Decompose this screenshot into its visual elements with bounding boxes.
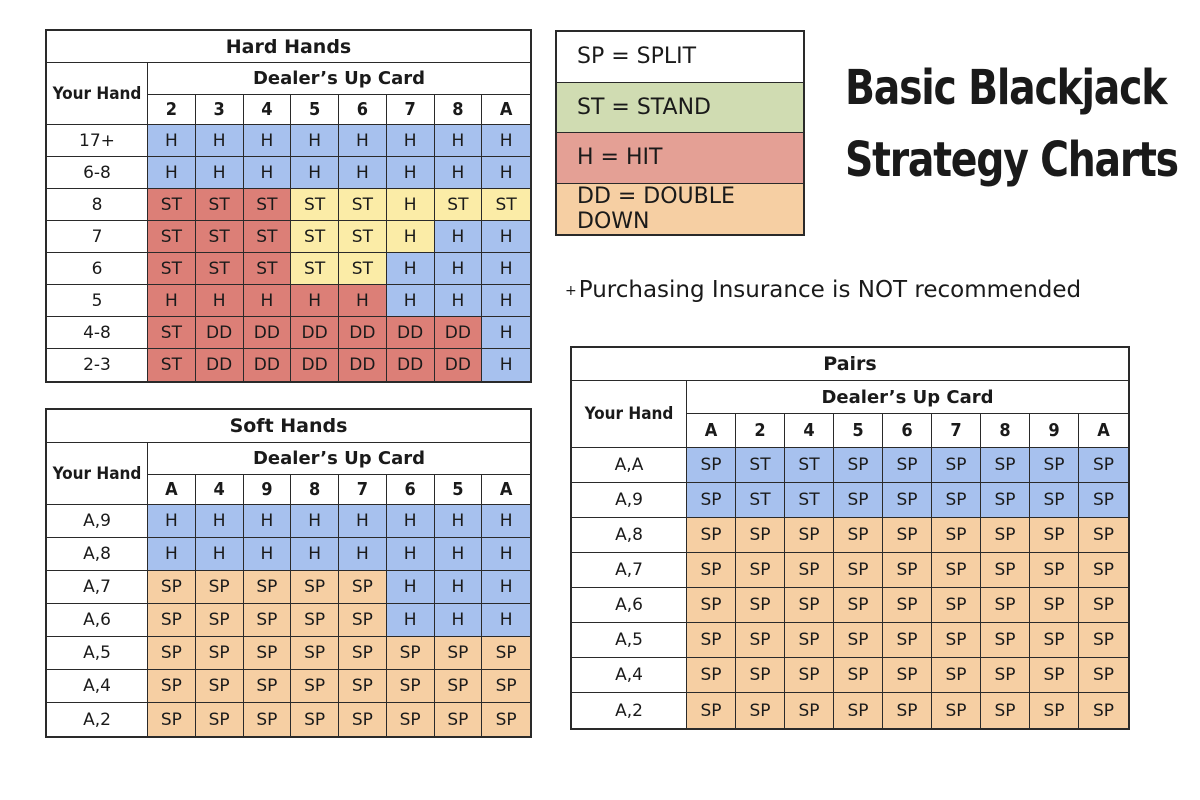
pairs-cell: SP	[687, 693, 736, 728]
soft-hands-cell: SP	[148, 637, 196, 670]
hard-hands-cell: ST	[148, 317, 196, 349]
hard-hands-cell: H	[196, 157, 244, 189]
hard-hands-cell: H	[148, 157, 196, 189]
note-symbol: +	[565, 282, 577, 299]
hard-hands-cell: H	[196, 125, 244, 157]
hard-hands-cell: H	[482, 157, 530, 189]
hard-hands-cell: ST	[291, 189, 339, 221]
soft-hands-row	[47, 538, 530, 571]
hard-hands-row-label: 5	[47, 285, 148, 317]
pairs-cell: SP	[1030, 693, 1079, 728]
soft-hands-cell: H	[148, 538, 196, 571]
pairs-cell: ST	[736, 448, 785, 483]
pairs-cell: SP	[932, 658, 981, 693]
pairs-cell: SP	[932, 518, 981, 553]
hard-hands-cell: H	[482, 253, 530, 285]
pairs-cell: SP	[1030, 518, 1079, 553]
soft-hands-row-label: A,8	[47, 538, 148, 571]
hard-hands-cell: ST	[339, 221, 387, 253]
legend-stand: ST = STAND	[557, 83, 803, 134]
hard-hands-table	[45, 29, 532, 383]
pairs-col-header: 9	[1030, 414, 1079, 448]
soft-hands-cell: H	[196, 538, 244, 571]
soft-hands-cell: SP	[339, 637, 387, 670]
pairs-cell: SP	[981, 658, 1030, 693]
pairs-row-header: Your Hand	[572, 381, 687, 448]
soft-hands-row	[47, 604, 530, 637]
pairs-row	[572, 623, 1128, 658]
soft-hands-cell: SP	[387, 703, 435, 736]
pairs-cell: SP	[883, 448, 932, 483]
pairs-col-header: 8	[981, 414, 1030, 448]
hard-hands-title: Hard Hands	[47, 31, 530, 63]
hard-hands-cell: H	[291, 125, 339, 157]
hard-hands-row	[47, 285, 530, 317]
hard-hands-col-header: 6	[339, 95, 387, 125]
soft-hands-cell: SP	[387, 637, 435, 670]
pairs-cell: SP	[1030, 658, 1079, 693]
hard-hands-cell: ST	[244, 189, 292, 221]
hard-hands-cell: ST	[196, 189, 244, 221]
pairs-cell: SP	[785, 658, 834, 693]
hard-hands-cell: H	[291, 285, 339, 317]
soft-hands-cell: H	[291, 505, 339, 538]
hard-hands-row-header: Your Hand	[47, 63, 148, 125]
pairs-cell: SP	[1030, 588, 1079, 623]
hard-hands-col-header: 2	[148, 95, 196, 125]
hard-hands-row	[47, 157, 530, 189]
pairs-cell: SP	[1079, 448, 1128, 483]
hard-hands-cell: DD	[339, 317, 387, 349]
pairs-table	[570, 346, 1130, 730]
soft-hands-table	[45, 408, 532, 738]
hard-hands-col-header: 5	[291, 95, 339, 125]
soft-hands-cell: SP	[244, 703, 292, 736]
soft-hands-cell: SP	[244, 571, 292, 604]
pairs-cell: SP	[981, 448, 1030, 483]
pairs-cell: SP	[785, 693, 834, 728]
soft-hands-cell: SP	[244, 604, 292, 637]
pairs-cell: SP	[687, 448, 736, 483]
hard-hands-col-header: 4	[244, 95, 292, 125]
soft-hands-row	[47, 703, 530, 736]
hard-hands-cell: H	[435, 157, 483, 189]
pairs-cell: SP	[834, 448, 883, 483]
soft-hands-cell: SP	[291, 670, 339, 703]
soft-hands-row-label: A,5	[47, 637, 148, 670]
pairs-row-label: A,7	[572, 553, 687, 588]
pairs-cell: SP	[785, 623, 834, 658]
soft-hands-cell: SP	[196, 637, 244, 670]
hard-hands-cell: H	[482, 125, 530, 157]
soft-hands-row-label: A,2	[47, 703, 148, 736]
legend-split: SP = SPLIT	[557, 32, 803, 83]
hard-hands-cell: H	[148, 125, 196, 157]
soft-hands-col-header: 7	[339, 475, 387, 505]
pairs-row	[572, 658, 1128, 693]
hard-hands-cell: DD	[244, 349, 292, 381]
hard-hands-cell: H	[387, 221, 435, 253]
hard-hands-cell: H	[339, 157, 387, 189]
soft-hands-cell: H	[244, 505, 292, 538]
pairs-col-header: 5	[834, 414, 883, 448]
pairs-cell: SP	[883, 658, 932, 693]
pairs-cell: SP	[1079, 693, 1128, 728]
pairs-col-header: 4	[785, 414, 834, 448]
soft-hands-cell: H	[387, 538, 435, 571]
soft-hands-row-label: A,6	[47, 604, 148, 637]
hard-hands-cell: H	[435, 125, 483, 157]
soft-hands-cell: SP	[339, 703, 387, 736]
pairs-row-label: A,A	[572, 448, 687, 483]
pairs-row-label: A,4	[572, 658, 687, 693]
pairs-cell: SP	[981, 553, 1030, 588]
pairs-cell: SP	[981, 518, 1030, 553]
pairs-cell: SP	[932, 588, 981, 623]
pairs-cell: SP	[736, 623, 785, 658]
pairs-cell: SP	[883, 693, 932, 728]
soft-hands-cell: SP	[482, 670, 530, 703]
pairs-cell: SP	[834, 623, 883, 658]
hard-hands-row-label: 17+	[47, 125, 148, 157]
soft-hands-cell: SP	[291, 604, 339, 637]
soft-hands-cell: H	[387, 604, 435, 637]
hard-hands-row-label: 7	[47, 221, 148, 253]
soft-hands-cell: SP	[339, 604, 387, 637]
pairs-cell: SP	[834, 658, 883, 693]
pairs-cell: SP	[834, 518, 883, 553]
pairs-row-label: A,9	[572, 483, 687, 518]
hard-hands-row-label: 8	[47, 189, 148, 221]
note-text: Purchasing Insurance is NOT recommended	[578, 277, 1082, 303]
hard-hands-col-group-label: Dealer’s Up Card	[148, 63, 530, 95]
hard-hands-col-header: 3	[196, 95, 244, 125]
soft-hands-cell: SP	[435, 637, 483, 670]
soft-hands-cell: H	[435, 538, 483, 571]
legend-double-down: DD = DOUBLE DOWN	[557, 184, 803, 235]
pairs-cell: SP	[1030, 448, 1079, 483]
soft-hands-cell: SP	[148, 604, 196, 637]
soft-hands-cell: H	[435, 505, 483, 538]
hard-hands-cell: DD	[435, 317, 483, 349]
hard-hands-cell: H	[387, 157, 435, 189]
hard-hands-cell: ST	[435, 189, 483, 221]
hard-hands-cell: ST	[291, 253, 339, 285]
soft-hands-row	[47, 571, 530, 604]
pairs-cell: SP	[1030, 553, 1079, 588]
pairs-cell: SP	[883, 623, 932, 658]
hard-hands-cell: ST	[482, 189, 530, 221]
pairs-cell: SP	[1079, 553, 1128, 588]
soft-hands-cell: H	[482, 604, 530, 637]
hard-hands-cell: ST	[148, 253, 196, 285]
pairs-row	[572, 588, 1128, 623]
hard-hands-cell: H	[196, 285, 244, 317]
pairs-cell: SP	[834, 553, 883, 588]
pairs-cell: SP	[1030, 483, 1079, 518]
pairs-cell: SP	[932, 553, 981, 588]
soft-hands-row	[47, 505, 530, 538]
pairs-cell: SP	[1079, 658, 1128, 693]
soft-hands-cell: H	[387, 571, 435, 604]
hard-hands-cell: DD	[387, 349, 435, 381]
soft-hands-row-header: Your Hand	[47, 443, 148, 505]
hard-hands-row	[47, 189, 530, 221]
pairs-cell: SP	[932, 623, 981, 658]
pairs-cell: SP	[932, 693, 981, 728]
soft-hands-row	[47, 670, 530, 703]
hard-hands-cell: DD	[196, 317, 244, 349]
hard-hands-cell: H	[482, 317, 530, 349]
hard-hands-cell: H	[339, 125, 387, 157]
soft-hands-col-header: A	[148, 475, 196, 505]
soft-hands-cell: H	[148, 505, 196, 538]
insurance-note	[565, 277, 1081, 303]
soft-hands-cell: H	[435, 604, 483, 637]
soft-hands-cell: SP	[196, 604, 244, 637]
soft-hands-cell: SP	[196, 703, 244, 736]
soft-hands-row	[47, 637, 530, 670]
pairs-cell: SP	[883, 483, 932, 518]
soft-hands-cell: SP	[148, 703, 196, 736]
hard-hands-row	[47, 253, 530, 285]
pairs-cell: SP	[932, 448, 981, 483]
pairs-cell: SP	[981, 693, 1030, 728]
soft-hands-cell: H	[339, 538, 387, 571]
pairs-cell: SP	[736, 588, 785, 623]
hard-hands-row-label: 6-8	[47, 157, 148, 189]
hard-hands-cell: ST	[339, 253, 387, 285]
soft-hands-cell: SP	[244, 637, 292, 670]
pairs-cell: SP	[834, 588, 883, 623]
hard-hands-cell: ST	[148, 221, 196, 253]
pairs-row	[572, 518, 1128, 553]
hard-hands-row-label: 6	[47, 253, 148, 285]
pairs-cell: SP	[932, 483, 981, 518]
legend	[555, 30, 805, 236]
hard-hands-row-label: 2-3	[47, 349, 148, 381]
pairs-cell: SP	[687, 588, 736, 623]
hard-hands-cell: H	[482, 349, 530, 381]
hard-hands-cell: DD	[387, 317, 435, 349]
hard-hands-cell: ST	[196, 253, 244, 285]
pairs-row	[572, 553, 1128, 588]
pairs-row-label: A,2	[572, 693, 687, 728]
soft-hands-cell: H	[482, 505, 530, 538]
pairs-cell: SP	[687, 658, 736, 693]
pairs-cell: SP	[687, 518, 736, 553]
soft-hands-row-label: A,4	[47, 670, 148, 703]
soft-hands-row-label: A,9	[47, 505, 148, 538]
hard-hands-cell: H	[387, 189, 435, 221]
pairs-column-headers	[687, 414, 1128, 448]
pairs-row-label: A,5	[572, 623, 687, 658]
hard-hands-cell: ST	[196, 221, 244, 253]
hard-hands-cell: ST	[244, 253, 292, 285]
soft-hands-cell: SP	[148, 670, 196, 703]
hard-hands-column-headers	[148, 95, 530, 125]
soft-hands-cell: H	[482, 538, 530, 571]
soft-hands-col-header: 8	[291, 475, 339, 505]
pairs-cell: ST	[785, 448, 834, 483]
soft-hands-column-headers	[148, 475, 530, 505]
hard-hands-row	[47, 221, 530, 253]
soft-hands-cell: SP	[291, 637, 339, 670]
soft-hands-cell: SP	[291, 571, 339, 604]
soft-hands-cell: SP	[482, 703, 530, 736]
pairs-row-label: A,6	[572, 588, 687, 623]
hard-hands-cell: H	[482, 285, 530, 317]
hard-hands-cell: DD	[291, 349, 339, 381]
pairs-row-label: A,8	[572, 518, 687, 553]
pairs-cell: SP	[834, 693, 883, 728]
title-line-1: Basic Blackjack	[845, 60, 1167, 116]
soft-hands-cell: SP	[148, 571, 196, 604]
soft-hands-cell: SP	[244, 670, 292, 703]
pairs-col-header: 7	[932, 414, 981, 448]
hard-hands-cell: ST	[244, 221, 292, 253]
pairs-cell: ST	[736, 483, 785, 518]
hard-hands-cell: H	[435, 221, 483, 253]
pairs-cell: SP	[687, 483, 736, 518]
pairs-cell: SP	[1079, 588, 1128, 623]
soft-hands-cell: SP	[482, 637, 530, 670]
pairs-cell: ST	[785, 483, 834, 518]
soft-hands-cell: SP	[435, 703, 483, 736]
hard-hands-cell: H	[244, 285, 292, 317]
soft-hands-cell: H	[339, 505, 387, 538]
soft-hands-cell: SP	[339, 571, 387, 604]
pairs-col-group-label: Dealer’s Up Card	[687, 381, 1128, 414]
soft-hands-col-header: 6	[387, 475, 435, 505]
pairs-cell: SP	[785, 553, 834, 588]
hard-hands-cell: H	[435, 285, 483, 317]
soft-hands-cell: SP	[435, 670, 483, 703]
soft-hands-col-header: 4	[196, 475, 244, 505]
hard-hands-col-header: 8	[435, 95, 483, 125]
hard-hands-col-header: A	[482, 95, 530, 125]
pairs-cell: SP	[883, 553, 932, 588]
soft-hands-cell: SP	[339, 670, 387, 703]
hard-hands-cell: H	[244, 157, 292, 189]
hard-hands-row	[47, 317, 530, 349]
soft-hands-col-header: A	[482, 475, 530, 505]
pairs-col-header: A	[687, 414, 736, 448]
pairs-cell: SP	[981, 483, 1030, 518]
hard-hands-cell: H	[291, 157, 339, 189]
hard-hands-cell: ST	[148, 349, 196, 381]
pairs-cell: SP	[785, 588, 834, 623]
soft-hands-col-header: 9	[244, 475, 292, 505]
pairs-cell: SP	[834, 483, 883, 518]
hard-hands-cell: ST	[291, 221, 339, 253]
pairs-cell: SP	[883, 588, 932, 623]
pairs-cell: SP	[981, 588, 1030, 623]
pairs-cell: SP	[981, 623, 1030, 658]
soft-hands-cell: H	[482, 571, 530, 604]
pairs-cell: SP	[687, 623, 736, 658]
soft-hands-title: Soft Hands	[47, 410, 530, 443]
pairs-row	[572, 483, 1128, 518]
pairs-cell: SP	[1079, 623, 1128, 658]
hard-hands-cell: ST	[148, 189, 196, 221]
hard-hands-cell: DD	[291, 317, 339, 349]
pairs-cell: SP	[736, 693, 785, 728]
hard-hands-cell: H	[244, 125, 292, 157]
pairs-cell: SP	[736, 518, 785, 553]
page-title	[845, 52, 1178, 196]
pairs-cell: SP	[1079, 483, 1128, 518]
legend-hit: H = HIT	[557, 133, 803, 184]
soft-hands-cell: SP	[196, 571, 244, 604]
soft-hands-cell: SP	[387, 670, 435, 703]
soft-hands-cell: SP	[291, 703, 339, 736]
pairs-col-header: 2	[736, 414, 785, 448]
hard-hands-row	[47, 349, 530, 381]
hard-hands-row-label: 4-8	[47, 317, 148, 349]
title-line-2: Strategy Charts	[845, 132, 1178, 188]
soft-hands-col-group-label: Dealer’s Up Card	[148, 443, 530, 475]
soft-hands-row-label: A,7	[47, 571, 148, 604]
pairs-cell: SP	[883, 518, 932, 553]
hard-hands-cell: H	[435, 253, 483, 285]
hard-hands-cell: DD	[339, 349, 387, 381]
pairs-cell: SP	[1079, 518, 1128, 553]
pairs-cell: SP	[1030, 623, 1079, 658]
soft-hands-cell: H	[244, 538, 292, 571]
pairs-col-header: 6	[883, 414, 932, 448]
hard-hands-col-header: 7	[387, 95, 435, 125]
hard-hands-cell: H	[482, 221, 530, 253]
soft-hands-cell: H	[435, 571, 483, 604]
soft-hands-cell: H	[291, 538, 339, 571]
pairs-cell: SP	[736, 553, 785, 588]
soft-hands-cell: H	[387, 505, 435, 538]
hard-hands-cell: DD	[196, 349, 244, 381]
hard-hands-cell: H	[387, 285, 435, 317]
soft-hands-col-header: 5	[435, 475, 483, 505]
hard-hands-cell: H	[148, 285, 196, 317]
pairs-row	[572, 448, 1128, 483]
pairs-row	[572, 693, 1128, 728]
soft-hands-cell: H	[196, 505, 244, 538]
hard-hands-cell: DD	[435, 349, 483, 381]
hard-hands-cell: DD	[244, 317, 292, 349]
soft-hands-cell: SP	[196, 670, 244, 703]
pairs-title: Pairs	[572, 348, 1128, 381]
hard-hands-row	[47, 125, 530, 157]
hard-hands-cell: H	[387, 125, 435, 157]
hard-hands-cell: H	[339, 285, 387, 317]
pairs-cell: SP	[687, 553, 736, 588]
pairs-cell: SP	[785, 518, 834, 553]
hard-hands-cell: H	[387, 253, 435, 285]
pairs-col-header: A	[1079, 414, 1128, 448]
pairs-cell: SP	[736, 658, 785, 693]
hard-hands-cell: ST	[339, 189, 387, 221]
